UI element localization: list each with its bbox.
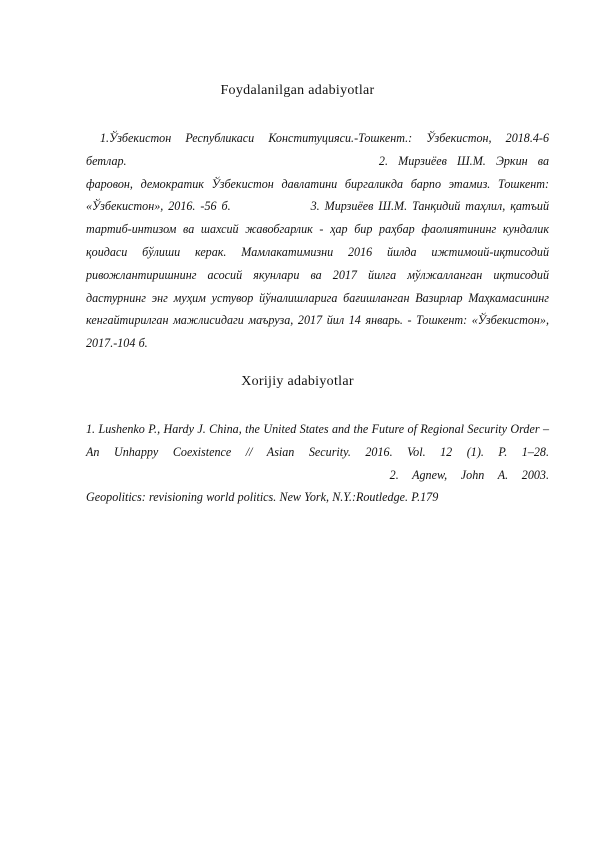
section-title-foreign-references: Xorijiy adabiyotlar	[241, 374, 354, 389]
reference-item: 1.Ўзбекистон Республикаси Конституцияси.-Тошкент.: Ўзбекистон, 2018.4-6 бетлар.	[86, 131, 549, 168]
reference-item: 3. Мирзиёев Ш.М. Танқидий таҳлил, қатъий тартиб-интизом ва шахсий жавобгарлик - ҳар бир раҳбар фаолиятининг кундалик қоидаси бўлиши керак. Мамлакатимизни 2016 йилда ижтимоий-иқтисодий ривожлантиришнинг асосий якунлари ва 2017 йилга мўлжалланган иқтисодий дастурнинг энг муҳим устувор йўналишларига бағишланган Вазирлар Маҳкамасининг кенгайтирилган мажлисидаги маъруза, 2017 йил 14 январь. - Тошкент: «Ўзбекистон», 2017.-104 б.	[86, 199, 550, 351]
section-title-references: Foydalanilgan adabiyotlar	[220, 83, 375, 98]
reference-item: 2. Мирзиёев Ш.М. Эркин ва фаровон, демократик Ўзбекистон давлатини биргаликда барпо этамиз. Тошкент: «Ўзбекистон», 2016. -56 б.	[86, 153, 549, 214]
reference-item: 1. Lushenko P., Hardy J. China, the United States and the Future of Regional Security Order – An Unhappy Coexistence // Asian Security. 2016. Vol. 12 (1). P. 1–28.	[86, 422, 549, 459]
references-paragraph	[86, 127, 549, 355]
foreign-references-paragraph	[86, 418, 549, 509]
reference-item: 2. Agnew, John A. 2003. Geopolitics: revisioning world politics. New York, N.Y.:Routledge. P.179	[86, 467, 549, 505]
